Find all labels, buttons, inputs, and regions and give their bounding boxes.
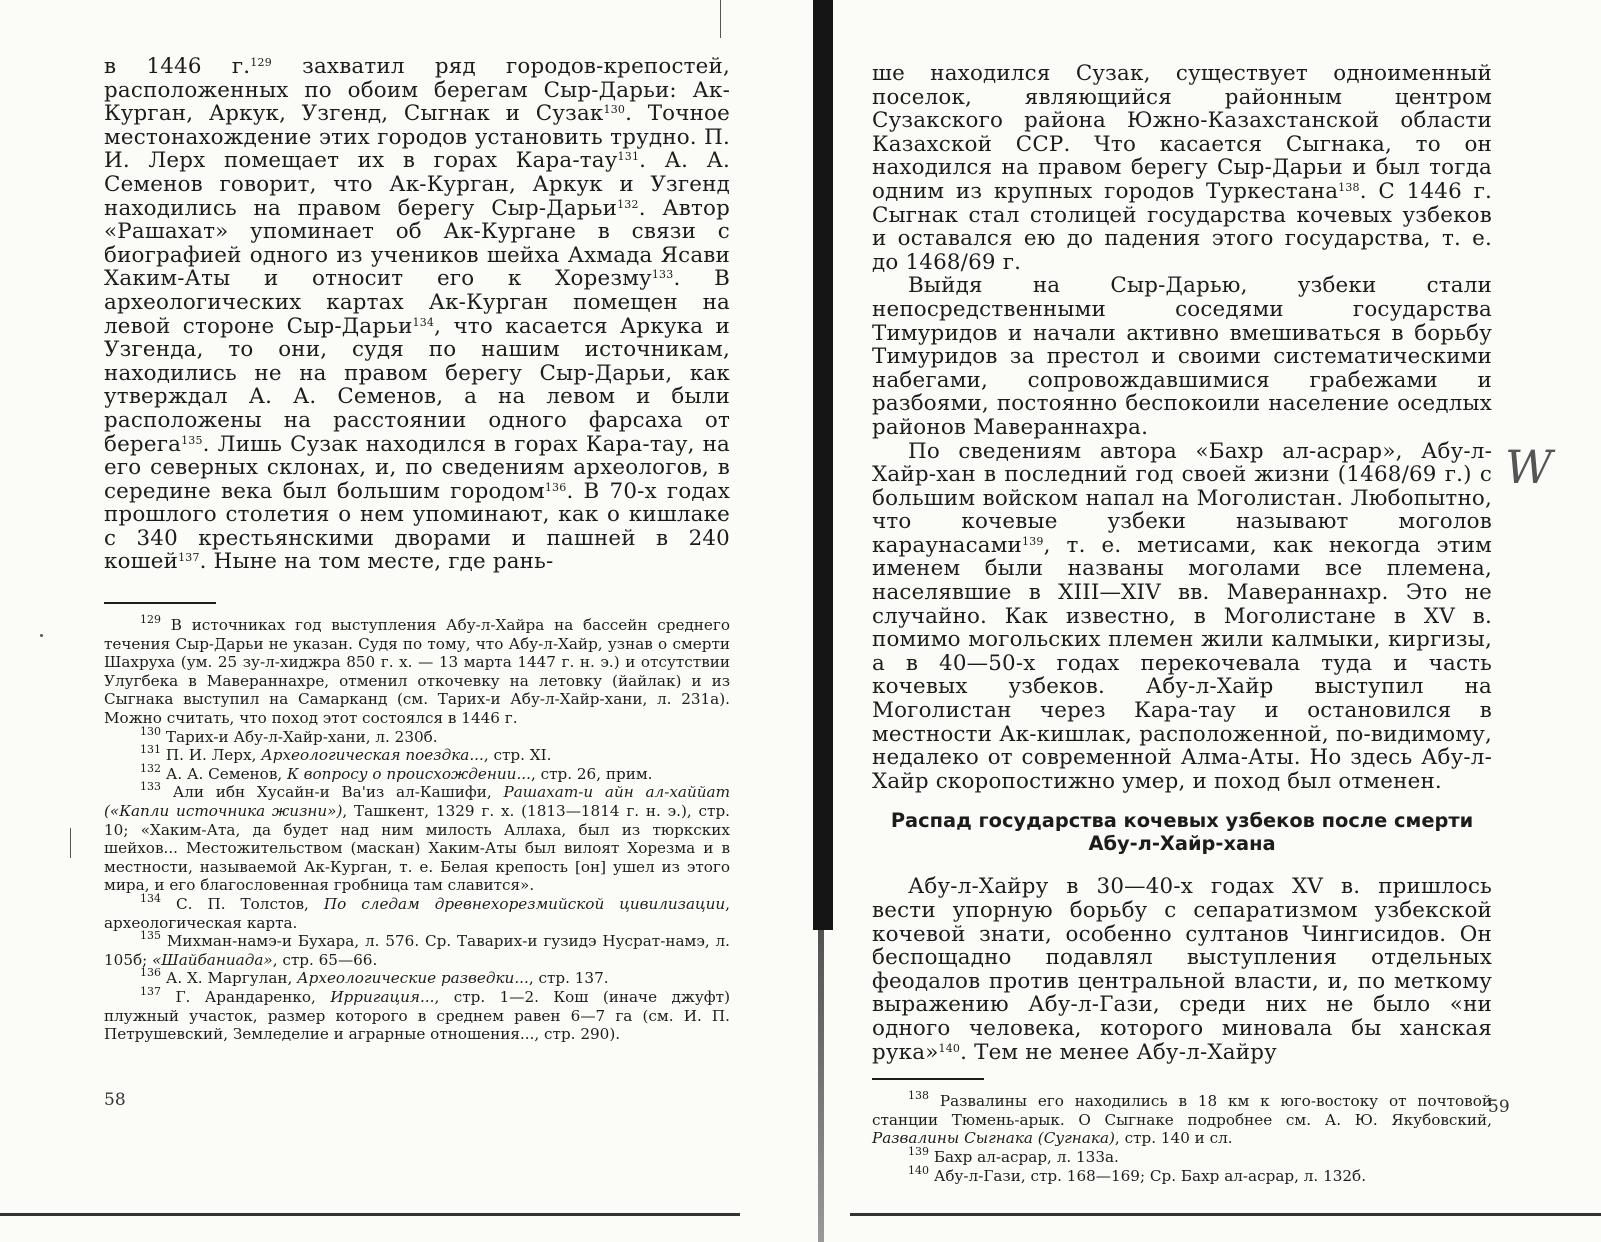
page-number-right: 59 (1488, 1097, 1510, 1117)
footnote-ref: 139 (1022, 534, 1044, 548)
footnote-number: 133 (140, 780, 161, 794)
footnote-title: К вопросу о происхождении... (287, 764, 531, 783)
footnote: $^{131}$ П. И. Лерх, Археологическая поездка..., стр. XI. (140, 743, 552, 765)
footnote-number: 137 (140, 984, 161, 998)
right-paragraph-3: По сведениям автора «Бахр ал-асрар», Абу-л-Хайр-хан в последний год своей жизни (1468/69 г.) с большим войском напал на Моголистан. Любопытно, что кочевые узбеки называют моголов караунасами$^{139}$, т. е. метисами, как некогда этим именем были названы моголами все племена, населявшие в XIII—XIV вв. Мавераннахр. Это не случайно. Как известно, в Моголистане в XV в. помимо могольских племен жили калмыки, киргизы, а в 40—50-х годах перекочевала туда и часть кочевых узбеков. Абу-л-Хайр выступил на Моголистан через Кара-тау и остановился в местности Ак-кишлак, расположенной, по-видимому, недалеко от современной Алма-Аты. Но здесь Абу-л-Хайр скоропостижно умер, и поход был отменен. (872, 438, 1492, 794)
footnote: $^{136}$ А. Х. Маргулан, Археологические разведки..., стр. 137. (140, 966, 609, 988)
footnote-ref: 137 (178, 551, 200, 565)
footnote-rule (872, 1078, 984, 1080)
footnote-ref: 133 (651, 268, 674, 282)
footnote-ref: 135 (181, 433, 203, 447)
page-bottom-edge-left (0, 1213, 740, 1216)
scan-speck (40, 634, 43, 637)
footnote: $^{137}$ Г. Арандаренко, Ирригация..., стр. 1—2. Кош (иначе джуфт) плужный участок, размер которого в среднем равен 6—7 га (см. И. П. Петрушевский, Земледелие и аграрные отношения..., стр. 290). (104, 984, 730, 1044)
footnote-number: 140 (908, 1163, 929, 1177)
footnote-title: Археологическая поездка... (261, 746, 484, 765)
footnote: $^{132}$ А. А. Семенов, К вопросу о происхождении..., стр. 26, прим. (140, 761, 653, 783)
footnote: $^{139}$ Бахр ал-асрар, л. 133а. (908, 1144, 1119, 1166)
footnote-title: По следам древнехорезмийской цивилизации (323, 894, 726, 913)
footnote-number: 129 (140, 613, 161, 627)
scan-mark (720, 0, 721, 38)
left-footnotes (104, 613, 731, 1044)
footnote: $^{133}$ Али ибн Хусайн-и Ва'из ал-Кашифи, Рашахат-и айн ал-хаййат («Капли источника жизни»), Ташкент, 1329 г. х. (1813—1814 г. н. э.), стр. 10; «Хаким-Ата, да будет над ним милость Аллаха, был из тюркских шейхов... Местожительством (маскан) Хаким-Аты был вилоят Хорезма и в местности, называемой Ак-Курган, т. е. Белая крепость [он] ушел из этого мира, и его благословенная гробница там славится». (104, 780, 731, 895)
footnote-rule (104, 602, 216, 604)
footnote-ref: 131 (617, 150, 640, 164)
footnote: $^{135}$ Михман-намэ-и Бухара, л. 576. Ср. Таварих-и гузидэ Нусрат-намэ, л. 105б; «Шайбаниада», стр. 65—66. (104, 929, 730, 969)
footnote-title: Развалины Сыгнака (Сугнака) (872, 1129, 1115, 1148)
footnote-ref: 130 (603, 103, 626, 117)
footnote-title: Ирригация... (330, 987, 435, 1006)
scan-mark (70, 828, 71, 858)
footnote-ref: 138 (1338, 180, 1360, 194)
left-column (104, 55, 730, 1044)
footnote: $^{138}$ Развалины его находились в 18 км к юго-востоку от почтовой станции Тюмень-арык. О Сыгнаке подробнее см. А. Ю. Якубовский, Развалины Сыгнака (Сугнака), стр. 140 и сл. (872, 1089, 1493, 1148)
right-paragraph-1: ше находился Сузак, существует одноименный поселок, являющийся районным центром Сузакского района Южно-Казахстанской области Казахской ССР. Что касается Сыгнака, то он находился на правом берегу Сыр-Дарьи и был тогда одним из крупных городов Туркестана$^{138}$. С 1446 г. Сыгнак стал столицей государства кочевых узбеков и оставался ею до падения этого государства, т. е. до 1468/69 г. (872, 61, 1492, 275)
footnote: $^{130}$ Тарих-и Абу-л-Хайр-хани, л. 230б. (140, 724, 438, 746)
footnote-number: 136 (140, 966, 161, 980)
right-paragraph-4: Абу-л-Хайру в 30—40-х годах XV в. пришлось вести упорную борьбу с сепаратизмом узбекской кочевой знати, особенно султанов Чингисидов. Он беспощадно подавлял выступления отдельных феодалов против центральной власти, и, по меткому выражению Абу-л-Гази, среди них не было «ни одного человека, которого миновала бы ханская рука»$^{140}$. Тем не менее Абу-л-Хайру (872, 874, 1492, 1065)
footnote-number: 134 (140, 891, 161, 905)
footnote-title: Археологические разведки... (297, 969, 529, 988)
footnote: $^{129}$ В источниках год выступления Абу-л-Хайра на бассейн среднего течения Сыр-Дарьи не указан. Судя по тому, что Абу-л-Хайр, узнав о смерти Шахруха (ум. 25 зу-л-хиджра 850 г. х. — 13 марта 1447 г. н. э.) и отсутствии Улугбека в Мавераннахре, отменил откочевку на летовку (йайлак) и из Сыгнака выступил на Самарканд (см. Тарих-и Абу-л-Хайр-хани, л. 231а). Можно считать, что поход этот состоялся в 1446 г. (104, 613, 731, 728)
footnote-title: Рашахат-и айн ал-хаййат («Капли источника жизни») (104, 783, 731, 820)
footnote: $^{140}$ Абу-л-Гази, стр. 168—169; Ср. Бахр ал-асрар, л. 132б. (908, 1163, 1367, 1185)
right-column (872, 62, 1492, 1185)
footnote-ref: 134 (412, 315, 435, 329)
footnote-number: 132 (140, 761, 161, 775)
footnote-ref: 136 (544, 480, 567, 494)
left-page (0, 0, 800, 1242)
footnote-number: 139 (908, 1144, 929, 1158)
right-footnotes (872, 1089, 1493, 1185)
page-number-left: 58 (104, 1090, 126, 1110)
footnote-ref: 132 (617, 197, 639, 211)
right-paragraph-2: Выйдя на Сыр-Дарью, узбеки стали непосредственными соседями государства Тимуридов и начали активно вмешиваться в борьбу Тимуридов за престол и своими систематическими набегами, сопровождавшимися грабежами и разбоями, постоянно беспокоили население оседлых районов Мавераннахра. (872, 273, 1492, 440)
footnote-ref: 129 (250, 56, 272, 69)
left-body-paragraph: в 1446 г.$^{129}$ захватил ряд городов-крепостей, расположенных по обоим берегам Сыр-Дарьи: Ак-Курган, Аркук, Узгенд, Сыгнак и Сузак$^{130}$. Точное местонахождение этих городов установить трудно. П. И. Лерх помещает их в горах Кара-тау$^{131}$. А. А. Семенов говорит, что Ак-Курган, Аркук и Узгенд находились на правом берегу Сыр-Дарьи$^{132}$. Автор «Рашахат» упоминает об Ак-Кургане в связи с биографией одного из учеников шейха Ахмада Ясави Хаким-Аты и относит его к Хорезму$^{133}$. В археологических картах Ак-Курган помещен на левой стороне Сыр-Дарьи$^{134}$, что касается Аркука и Узгенда, то они, судя по нашим источникам, находились не на правом берегу Сыр-Дарьи, как утверждал А. А. Семенов, а на левом и были расположены на расстоянии одного фарсаха от берега$^{135}$. Лишь Сузак находился в горах Кара-тау, на его северных склонах, и, по сведениям археологов, в середине века был большим городом$^{136}$. В 70-х годах прошлого столетия о нем упоминают, как о кишлаке с 340 крестьянскими дворами и пашней в 240 кошей$^{137}$. Ныне на том месте, где рань- (104, 54, 730, 575)
footnote-ref: 140 (938, 1041, 961, 1055)
footnote-number: 131 (140, 743, 161, 757)
footnote-number: 138 (908, 1089, 929, 1103)
page-bottom-edge-right (850, 1213, 1601, 1216)
footnote: $^{134}$ С. П. Толстов, По следам древнехорезмийской цивилизации, археологическая карта. (104, 891, 730, 932)
section-heading: Распад государства кочевых узбеков после смерти Абу-л-Хайр-хана (890, 809, 1474, 856)
footnote-title: «Шайбаниада» (152, 950, 273, 969)
margin-handwritten-mark: W (1505, 440, 1553, 494)
footnote-number: 130 (140, 724, 161, 738)
footnote-number: 135 (140, 929, 161, 943)
